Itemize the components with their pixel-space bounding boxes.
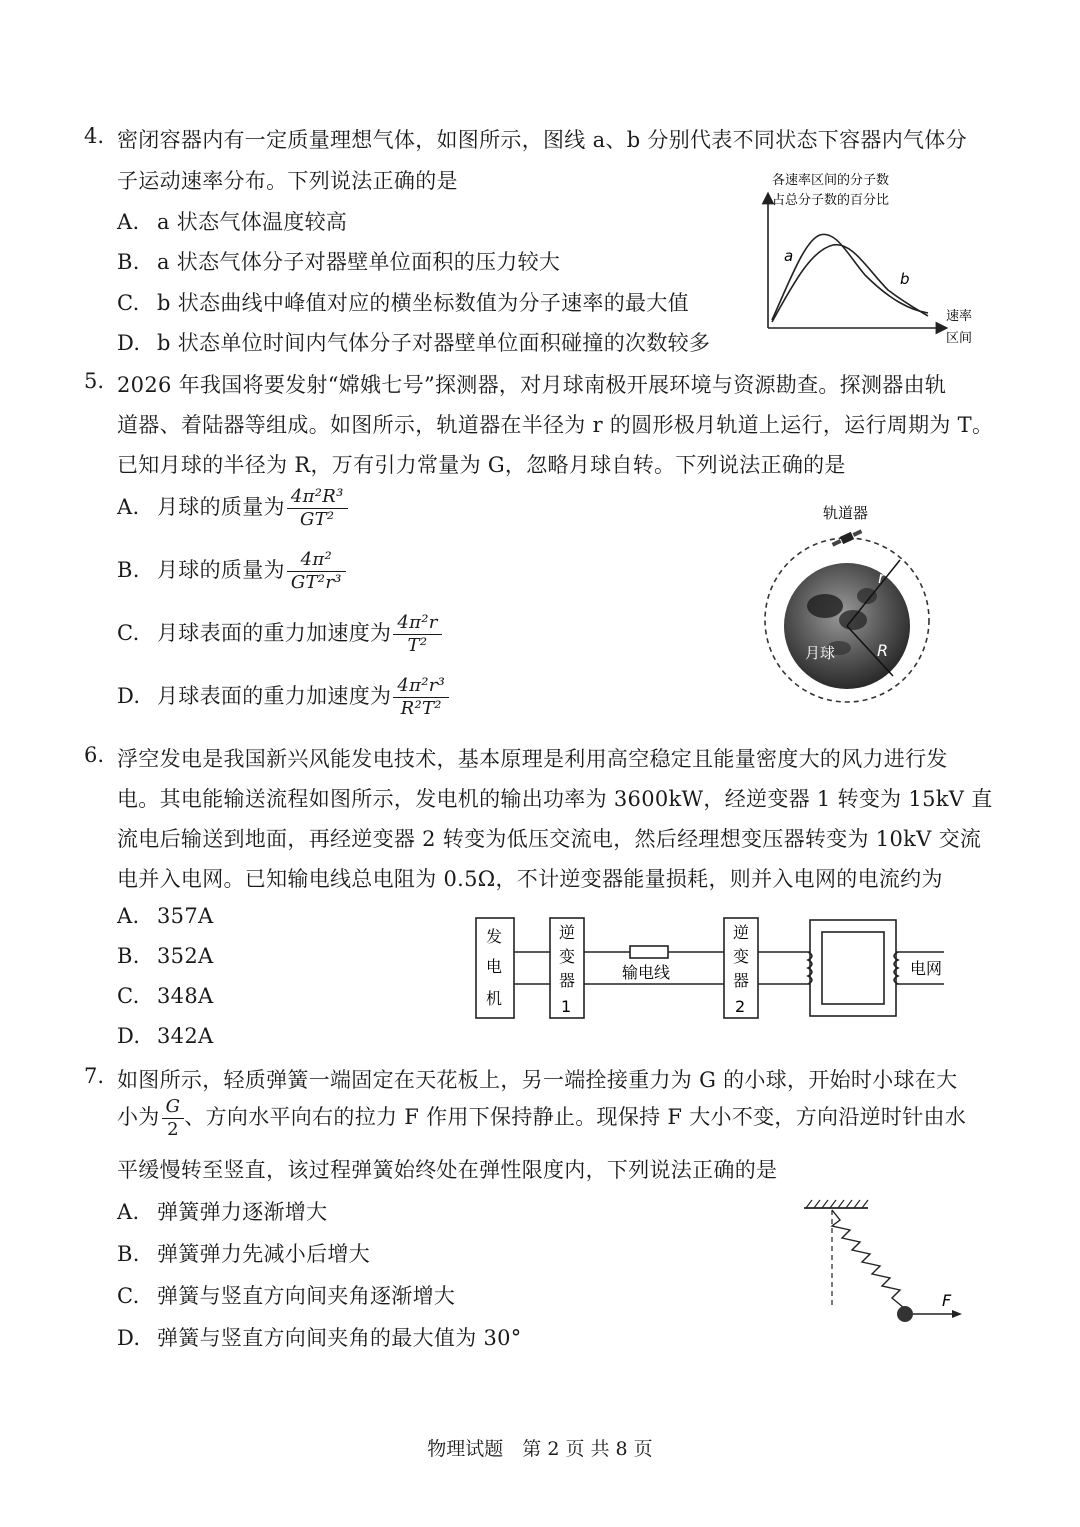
transformer-core-inner <box>822 932 884 1004</box>
grid-label: 电网 <box>910 959 943 978</box>
q4-option-d: D. b 状态单位时间内气体分子对器壁单位面积碰撞的次数较多 <box>117 331 711 355</box>
q4-option-a: A. a 状态气体温度较高 <box>117 210 348 234</box>
inverter1-char-2: 变 <box>559 947 576 966</box>
q7-option-c: C. 弹簧与竖直方向间夹角逐渐增大 <box>117 1284 456 1308</box>
line-label: 输电线 <box>622 963 671 982</box>
q5-orbiter-label: 轨道器 <box>823 504 869 522</box>
q4-xlabel-line2: 区间 <box>946 331 973 346</box>
q7-option-d: D. 弹簧与竖直方向间夹角的最大值为 30° <box>117 1326 522 1350</box>
q5-b-fraction: $\frac{\text{4π²}}{\text{GT²r³}}$ <box>287 549 346 594</box>
q7-option-a: A. 弹簧弹力逐渐增大 <box>117 1200 328 1224</box>
q4-ylabel-line1: 各速率区间的分子数 <box>772 173 890 188</box>
page-footer: 物理试题 第 2 页 共 8 页 <box>427 1438 653 1460</box>
q6-option-d: D. 342A <box>117 1024 214 1048</box>
q7-g-over-2-fraction: $\frac{G}{2}$ <box>162 1096 185 1141</box>
q5-option-b: B. 月球的质量为 $\frac{\text{4π²}}{\text{GT²r³}}$ <box>117 549 346 594</box>
q4-stem-line2: 子运动速率分布。下列说法正确的是 <box>117 169 458 193</box>
q7-stem-line3: 平缓慢转至竖直，该过程弹簧始终处在弹性限度内，下列说法正确的是 <box>117 1158 778 1182</box>
q5-moon-label: 月球 <box>805 644 836 662</box>
moon-crater-1 <box>807 594 843 618</box>
q5-stem-line2: 道器、着陆器等组成。如图所示，轨道器在半径为 r 的圆形极月轨道上运行，运行周期为 T。 <box>117 413 994 437</box>
force-arrow-head <box>952 1310 962 1318</box>
q6-option-a: A. 357A <box>117 904 214 928</box>
q4-option-b: B. a 状态气体分子对器壁单位面积的压力较大 <box>117 250 561 274</box>
q4-label-a: a <box>784 247 794 265</box>
generator-char-3: 机 <box>486 989 503 1008</box>
q5-option-c: C. 月球表面的重力加速度为 $\frac{\text{4π²r}}{\text{T²}}$ <box>117 612 442 657</box>
q6-stem-line4: 电并入电网。已知输电线总电阻为 0.5Ω，不计逆变器能量损耗，则并入电网的电流约为 <box>117 867 943 891</box>
line-resistor <box>630 946 668 958</box>
q4-number: 4. <box>84 124 105 148</box>
inverter2-char-4: 2 <box>735 997 746 1016</box>
q5-c-fraction: $\frac{\text{4π²r}}{\text{T²}}$ <box>393 612 441 657</box>
inverter2-char-2: 变 <box>733 947 750 966</box>
q6-option-c: C. 348A <box>117 984 214 1008</box>
spring-icon <box>832 1210 904 1308</box>
q6-stem-line2: 电。其电能输送流程如图所示，发电机的输出功率为 3600kW，经逆变器 1 转变为 15kV 直 <box>117 787 993 811</box>
inverter1-char-1: 逆 <box>559 923 576 942</box>
q4-ylabel-line2: 占总分子数的百分比 <box>772 193 890 208</box>
q5-stem-line3: 已知月球的半径为 R，万有引力常量为 G，忽略月球自转。下列说法正确的是 <box>117 453 846 477</box>
q7-number: 7. <box>84 1064 105 1088</box>
generator-char-1: 发 <box>486 927 503 946</box>
q6-stem-line1: 浮空发电是我国新兴风能发电技术，基本原理是利用高空稳定且能量密度大的风力进行发 <box>117 747 948 771</box>
q4-option-c: C. b 状态曲线中峰值对应的横坐标数值为分子速率的最大值 <box>117 291 689 315</box>
inverter1-char-4: 1 <box>561 997 572 1016</box>
q6-number: 6. <box>84 743 105 767</box>
transformer-core-outer <box>810 920 896 1016</box>
ball-icon <box>897 1306 913 1322</box>
q5-a-fraction: $\frac{\text{4π²R³}}{\text{GT²}}$ <box>287 486 348 531</box>
ceiling-hatch <box>806 1200 868 1208</box>
q4-label-b: b <box>900 270 910 288</box>
q5-stem-line1: 2026 年我国将要发射“嫦娥七号”探测器，对月球南极开展环境与资源勘查。探测器由轨 <box>117 373 947 397</box>
generator-char-2: 电 <box>486 957 503 976</box>
q5-r-label: r <box>878 568 885 587</box>
q4-xlabel-line1: 速率 <box>946 309 973 324</box>
q7-option-b: B. 弹簧弹力先减小后增大 <box>117 1242 370 1266</box>
q5-R-label: R <box>877 641 889 660</box>
q6-option-b: B. 352A <box>117 944 214 968</box>
q5-option-d: D. 月球表面的重力加速度为 $\frac{\text{4π²r³}}{\text{R²T²}}$ <box>117 675 449 720</box>
q7-stem-line2: 小为 $\frac{G}{2}$ 、方向水平向右的拉力 F 作用下保持静止。现保持 F 大小不变，方向沿逆时针由水 <box>117 1096 967 1140</box>
q5-d-fraction: $\frac{\text{4π²r³}}{\text{R²T²}}$ <box>393 675 449 720</box>
q7-spring-figure <box>796 1196 971 1336</box>
q7-force-label: F <box>942 1291 952 1310</box>
q6-transmission-diagram <box>470 912 960 1024</box>
inverter2-char-3: 器 <box>733 971 750 990</box>
inverter1-char-3: 器 <box>559 971 576 990</box>
q7-stem-line1: 如图所示，轻质弹簧一端固定在天花板上，另一端拴接重力为 G 的小球，开始时小球在大 <box>117 1068 958 1092</box>
q5-moon-orbit-figure <box>755 498 945 728</box>
moon-crater-2 <box>839 610 867 630</box>
q4-speed-distribution-figure <box>740 160 985 350</box>
inverter2-char-1: 逆 <box>733 923 750 942</box>
q5-option-a: A. 月球的质量为 $\frac{\text{4π²R³}}{\text{GT²}}$ <box>117 486 348 531</box>
q5-number: 5. <box>84 369 105 393</box>
q4-stem-line1: 密闭容器内有一定质量理想气体，如图所示，图线 a、b 分别代表不同状态下容器内气体分 <box>117 128 967 152</box>
q6-stem-line3: 流电后输送到地面，再经逆变器 2 转变为低压交流电，然后经理想变压器转变为 10kV 交流 <box>117 827 982 851</box>
